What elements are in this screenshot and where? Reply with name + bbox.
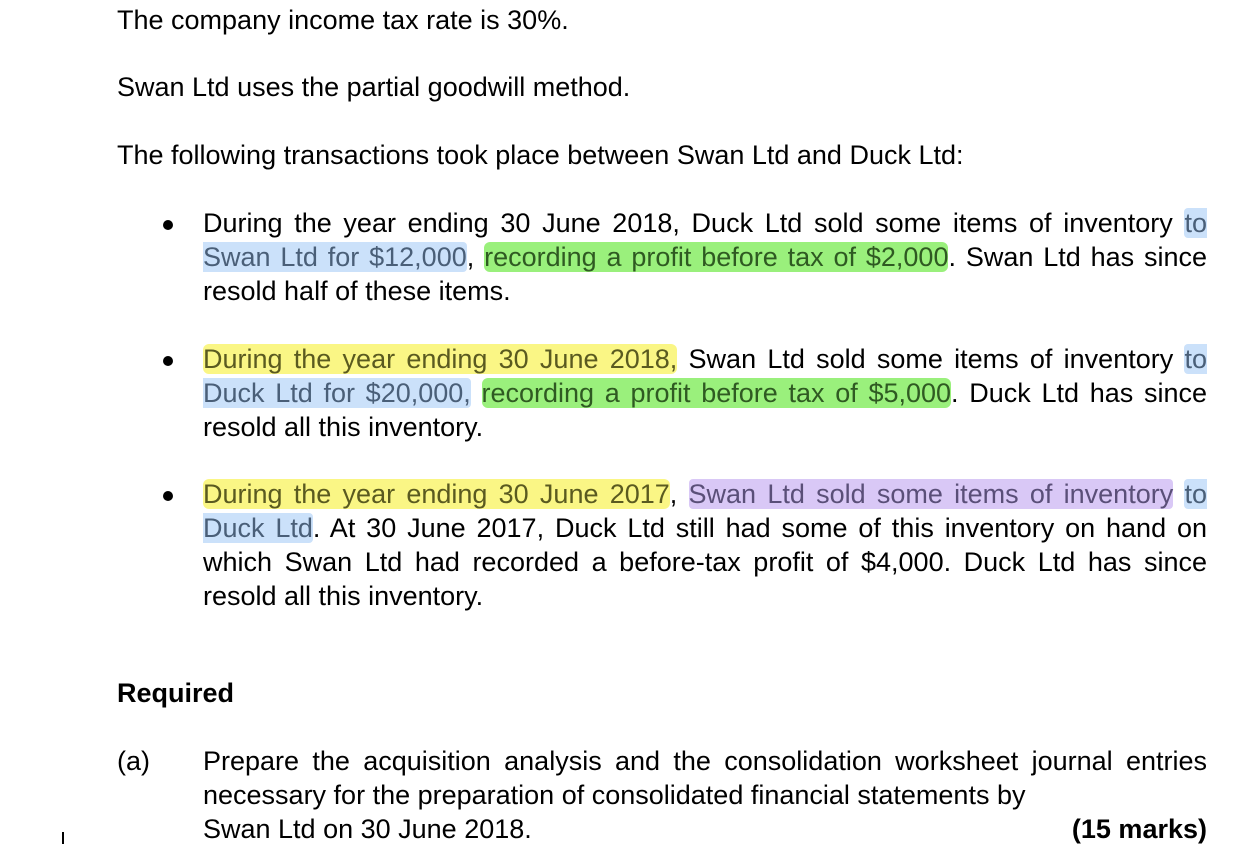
highlight-yellow: During the year ending 30 June 2017 xyxy=(203,479,670,509)
highlight-green: recording a profit before tax of $5,000 xyxy=(481,378,952,408)
text-cursor-mark xyxy=(62,832,64,844)
transaction-text-1: During the year ending 30 June 2018, Duck Ltd sold some items of inventory to Swan Ltd for $12,000, recording a profit before tax of $2,000. Swan Ltd has since resold half of these items. xyxy=(203,208,1207,306)
required-heading: Required xyxy=(117,678,235,708)
highlight-blue: to Swan Ltd for $12,000 xyxy=(203,208,1207,272)
part-label: (a) xyxy=(117,746,150,776)
highlight-green: recording a profit before tax of $2,000 xyxy=(484,242,949,272)
part-a-text xyxy=(203,744,1207,846)
transaction-text-3: During the year ending 30 June 2017, Swan Ltd sold some items of inventory to Duck Ltd. At 30 June 2017, Duck Ltd still had some of this inventory on hand on which Swan Ltd had recorded a before-tax profit of $4,000. Duck Ltd has since resold all this inventory. xyxy=(203,479,1207,611)
part-a-main-text: Prepare the acquisition analysis and the consolidation worksheet journal entries necessary for the preparation of consolidated financial statements by xyxy=(203,746,1207,810)
highlight-blue: to Duck Ltd for $20,000, xyxy=(203,344,1207,408)
part-a-last-text: Swan Ltd on 30 June 2018. xyxy=(203,814,532,844)
transactions-intro-text: The following transactions took place between Swan Ltd and Duck Ltd: xyxy=(117,140,964,170)
highlight-purple: Swan Ltd sold some items of inventory xyxy=(688,479,1174,509)
transaction-text-2: During the year ending 30 June 2018, Swan Ltd sold some items of inventory to Duck Ltd for $20,000, recording a profit before tax of $5,000. Duck Ltd has since resold all this inventory. xyxy=(203,344,1207,442)
bullet-icon xyxy=(163,356,173,366)
goodwill-method-text: Swan Ltd uses the partial goodwill method. xyxy=(117,72,631,102)
tax-rate-text: The company income tax rate is 30%. xyxy=(117,5,569,35)
marks-label: (15 marks) xyxy=(1071,814,1207,844)
bullet-icon xyxy=(163,491,173,501)
highlight-blue: to Duck Ltd xyxy=(203,479,1207,543)
part-a-last-line xyxy=(203,812,1207,846)
highlight-yellow: During the year ending 30 June 2018, xyxy=(203,344,678,374)
bullet-icon xyxy=(163,220,173,230)
